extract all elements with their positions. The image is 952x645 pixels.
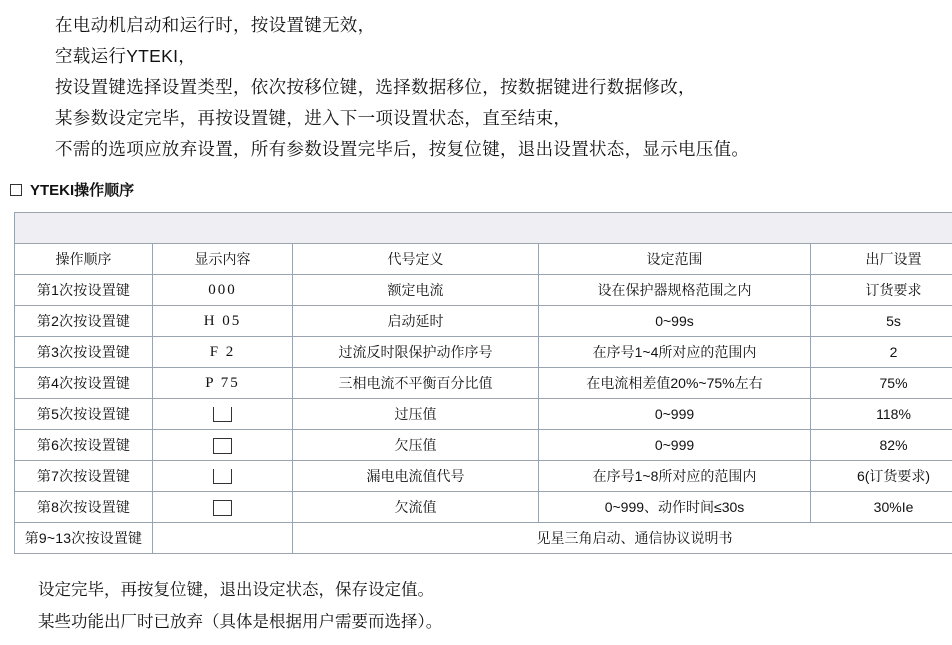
column-header-display: 显示内容 — [153, 244, 293, 275]
cell-factory: 5s — [811, 306, 952, 337]
u-shape-glyph-icon — [213, 407, 232, 422]
cell-definition: 欠流值 — [293, 492, 539, 523]
cell-definition: 启动延时 — [293, 306, 539, 337]
intro-line-2: 空载运行YTEKI， — [55, 46, 197, 66]
cell-order: 第9~13次按设置键 — [15, 523, 153, 554]
cell-range: 设在保护器规格范围之内 — [539, 275, 811, 306]
table-header-row — [15, 244, 952, 275]
cell-display: H 05 — [153, 306, 293, 337]
cell-range: 0~999 — [539, 399, 811, 430]
intro-line-4: 某参数设定完毕，再按设置键，进入下一项设置状态，直至结束， — [55, 108, 572, 128]
footer-line-2: 某些功能出厂时已放弃（具体是根据用户需要而选择）。 — [38, 613, 443, 631]
section-title: YTEKI操作顺序 — [30, 182, 135, 199]
cell-factory: 118% — [811, 399, 952, 430]
cell-factory: 6(订货要求) — [811, 461, 952, 492]
cell-definition: 漏电电流值代号 — [293, 461, 539, 492]
column-header-range: 设定范围 — [539, 244, 811, 275]
cell-factory: 订货要求 — [811, 275, 952, 306]
table-row — [15, 430, 952, 461]
cell-definition: 欠压值 — [293, 430, 539, 461]
cell-range: 在电流相差值20%~75%左右 — [539, 368, 811, 399]
cell-order: 第3次按设置键 — [15, 337, 153, 368]
box-shape-glyph-icon — [213, 500, 232, 516]
cell-order: 第2次按设置键 — [15, 306, 153, 337]
cell-display — [153, 399, 293, 430]
cell-display — [153, 492, 293, 523]
table-row — [15, 275, 952, 306]
column-header-factory: 出厂设置 — [811, 244, 952, 275]
cell-display — [153, 430, 293, 461]
footer-line-1: 设定完毕，再按复位键，退出设定状态，保存设定值。 — [38, 581, 434, 599]
table-top-strip — [15, 213, 952, 244]
cell-range: 0~99s — [539, 306, 811, 337]
cell-merged-note: 见星三角启动、通信协议说明书 — [293, 523, 952, 554]
box-shape-glyph-icon — [213, 438, 232, 454]
table-row-last — [15, 523, 952, 554]
intro-line-5: 不需的选项应放弃设置，所有参数设置完毕后，按复位键，退出设置状态，显示电压值。 — [55, 139, 750, 159]
cell-definition: 过流反时限保护动作序号 — [293, 337, 539, 368]
cell-range: 0~999 — [539, 430, 811, 461]
table-top-strip-cell — [15, 213, 952, 244]
cell-range: 在序号1~8所对应的范围内 — [539, 461, 811, 492]
intro-line-1: 在电动机启动和运行时，按设置键无效， — [55, 15, 376, 35]
cell-factory: 2 — [811, 337, 952, 368]
cell-display: P 75 — [153, 368, 293, 399]
cell-order: 第6次按设置键 — [15, 430, 153, 461]
intro-paragraph — [0, 0, 952, 165]
table-row — [15, 368, 952, 399]
section-heading — [10, 179, 952, 200]
table-row — [15, 399, 952, 430]
cell-definition: 三相电流不平衡百分比值 — [293, 368, 539, 399]
cell-factory: 82% — [811, 430, 952, 461]
cell-order: 第8次按设置键 — [15, 492, 153, 523]
operation-sequence-table — [14, 212, 952, 554]
column-header-definition: 代号定义 — [293, 244, 539, 275]
cell-display: 000 — [153, 275, 293, 306]
intro-line-3: 按设置键选择设置类型，依次按移位键，选择数据移位，按数据键进行数据修改， — [55, 77, 696, 97]
cell-display: F 2 — [153, 337, 293, 368]
cell-order: 第4次按设置键 — [15, 368, 153, 399]
cell-order: 第7次按设置键 — [15, 461, 153, 492]
column-header-order: 操作顺序 — [15, 244, 153, 275]
cell-factory: 75% — [811, 368, 952, 399]
cell-range: 0~999、动作时间≤30s — [539, 492, 811, 523]
cell-order: 第1次按设置键 — [15, 275, 153, 306]
cell-display — [153, 461, 293, 492]
cell-range: 在序号1~4所对应的范围内 — [539, 337, 811, 368]
footer-notes — [0, 574, 952, 638]
cell-definition: 过压值 — [293, 399, 539, 430]
cell-factory: 30%Ie — [811, 492, 952, 523]
square-marker-icon — [10, 184, 22, 196]
table-row — [15, 337, 952, 368]
table-row — [15, 461, 952, 492]
table-row — [15, 306, 952, 337]
cell-order: 第5次按设置键 — [15, 399, 153, 430]
cell-definition: 额定电流 — [293, 275, 539, 306]
table-row — [15, 492, 952, 523]
u-shape-glyph-icon — [213, 469, 232, 484]
cell-display — [153, 523, 293, 554]
